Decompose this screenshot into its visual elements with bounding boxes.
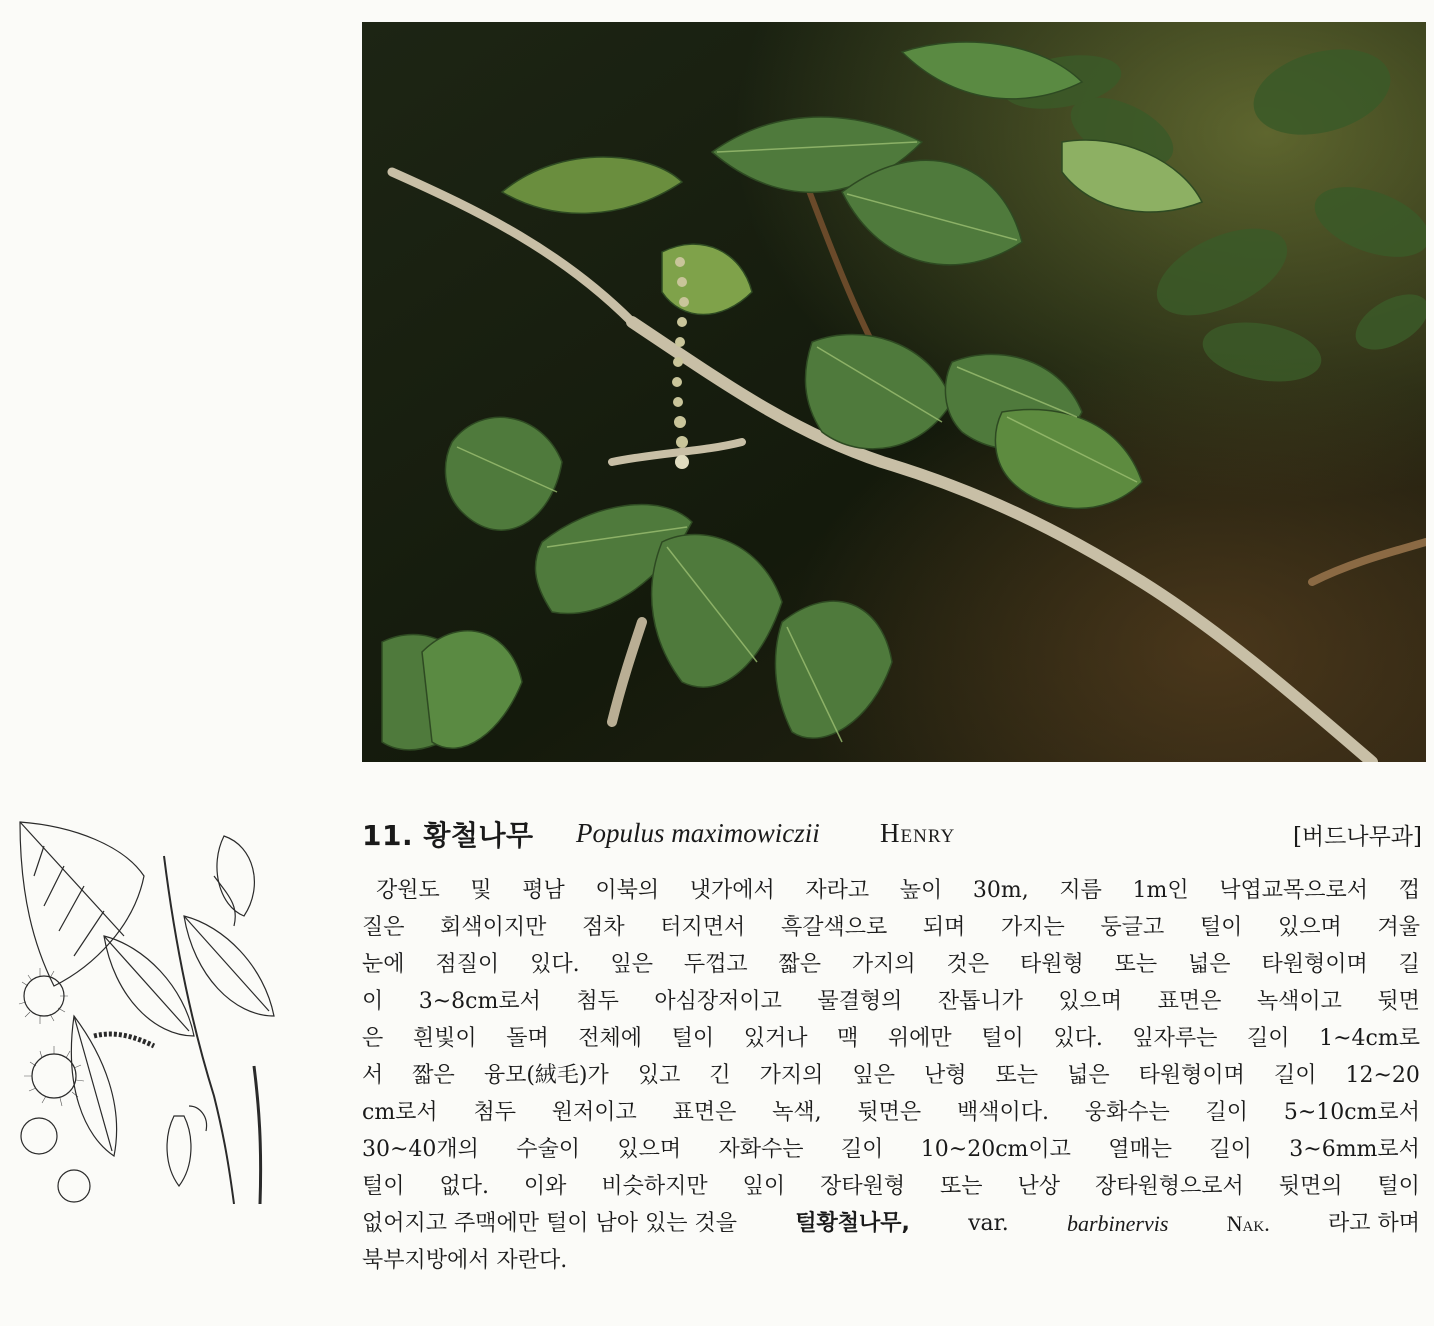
word: 평남 bbox=[522, 878, 565, 903]
word: 장타원형으로서 bbox=[1094, 1174, 1244, 1199]
word: 장타원형 bbox=[820, 1174, 906, 1199]
word: 잎이 bbox=[742, 1174, 786, 1199]
family-name: [버드나무과] bbox=[1292, 824, 1422, 850]
word: 가지의 bbox=[851, 952, 916, 977]
description-line-text bbox=[362, 1168, 1420, 1205]
word: 있다. bbox=[530, 952, 580, 977]
word: 자화수는 bbox=[718, 1137, 804, 1162]
word: 넓은 bbox=[1067, 1063, 1110, 1088]
word: 첨두 bbox=[473, 1100, 516, 1125]
word: 털이 bbox=[981, 1026, 1024, 1051]
word: 길이 bbox=[1273, 1063, 1317, 1088]
word: 낙엽교목으로서 bbox=[1219, 878, 1368, 903]
word: 원저이고 bbox=[551, 1100, 637, 1125]
word: 길 bbox=[1398, 952, 1420, 977]
description-line-text bbox=[362, 1020, 1420, 1057]
word: 길이 bbox=[1205, 1100, 1249, 1125]
word: 되며 bbox=[922, 915, 966, 940]
description-line bbox=[362, 1057, 1420, 1094]
scientific-name: Populus maximowiczii bbox=[576, 818, 820, 848]
word: 있으며 bbox=[1278, 915, 1342, 940]
word: 및 bbox=[470, 878, 492, 903]
word: 잎자루는 bbox=[1132, 1026, 1218, 1051]
word: 가지는 bbox=[1001, 915, 1065, 940]
word: 또는 bbox=[995, 1063, 1039, 1088]
word: 물결형의 bbox=[817, 989, 903, 1014]
word: 1m인 bbox=[1132, 878, 1189, 903]
word: 긴 bbox=[709, 1063, 731, 1088]
word: 것은 bbox=[946, 952, 990, 977]
word: 12~20 bbox=[1345, 1063, 1420, 1088]
word: 지름 bbox=[1059, 878, 1102, 903]
word: 흰빛이 bbox=[412, 1026, 477, 1051]
word: 길이 bbox=[1209, 1137, 1252, 1162]
word: 30m, bbox=[972, 878, 1029, 903]
variety-epithet: barbinervis bbox=[1066, 1211, 1169, 1236]
word: 은 bbox=[362, 1026, 384, 1051]
description-line-text bbox=[362, 1057, 1420, 1094]
description-line bbox=[362, 1094, 1420, 1131]
word: 자라고 bbox=[805, 878, 870, 903]
description-line bbox=[362, 1242, 1420, 1279]
word: 융모(絨毛)가 bbox=[483, 1063, 609, 1088]
word: 이 bbox=[362, 989, 384, 1014]
word: 터지면서 bbox=[660, 915, 746, 940]
description-line-text: 라고 하며 bbox=[1327, 1211, 1420, 1236]
description-line-text: 없어지고 주맥에만 털이 남아 있는 것을 bbox=[362, 1211, 737, 1236]
word: 있고 bbox=[637, 1063, 681, 1088]
description-line-text bbox=[362, 1131, 1420, 1168]
word: 냇가에서 bbox=[689, 878, 775, 903]
description-line-text bbox=[376, 872, 1420, 909]
word: 웅화수는 bbox=[1084, 1100, 1170, 1125]
plant-photo-image bbox=[362, 22, 1426, 762]
description-line bbox=[362, 946, 1420, 983]
botanical-illustration-drawing bbox=[14, 816, 300, 1204]
botanical-illustration bbox=[14, 816, 300, 1204]
word: 열매는 bbox=[1108, 1137, 1173, 1162]
word: 5~10cm로서 bbox=[1283, 1100, 1420, 1125]
word: 둥글고 bbox=[1100, 915, 1165, 940]
word: 없다. bbox=[439, 1174, 489, 1199]
word: 털이 bbox=[1377, 1174, 1420, 1199]
word: 난형 bbox=[924, 1063, 967, 1088]
species-description bbox=[362, 872, 1420, 1279]
word: 타원형이며 bbox=[1138, 1063, 1245, 1088]
word: 있다. bbox=[1053, 1026, 1103, 1051]
word: 잎은 bbox=[610, 952, 653, 977]
word: 짧은 bbox=[778, 952, 822, 977]
word: 백색이다. bbox=[956, 1100, 1049, 1125]
word: 난상 bbox=[1017, 1174, 1061, 1199]
word: 타원형 bbox=[1019, 952, 1084, 977]
word: 표면은 bbox=[672, 1100, 737, 1125]
word: 넓은 bbox=[1188, 952, 1231, 977]
word: 있으며 bbox=[617, 1137, 682, 1162]
description-line bbox=[362, 1131, 1420, 1168]
word: 뒷면은 bbox=[857, 1100, 922, 1125]
variety-korean-name: 털황철나무, bbox=[795, 1211, 910, 1236]
description-line bbox=[362, 983, 1420, 1020]
description-line-text bbox=[362, 983, 1420, 1020]
word: 아심장저이고 bbox=[654, 989, 782, 1014]
word: 뒷면 bbox=[1377, 989, 1420, 1014]
word: 수술이 bbox=[516, 1137, 581, 1162]
word: 비슷하지만 bbox=[601, 1174, 708, 1199]
word: 질은 bbox=[362, 915, 405, 940]
species-number-name: 11. 황철나무 bbox=[362, 819, 534, 852]
word: 두껍고 bbox=[683, 952, 748, 977]
word: 흑갈색으로 bbox=[780, 915, 888, 940]
word: 잎은 bbox=[852, 1063, 895, 1088]
word: 회색이지만 bbox=[440, 915, 547, 940]
word: 점질이 bbox=[435, 952, 500, 977]
word: 점차 bbox=[582, 915, 625, 940]
plant-photo bbox=[362, 22, 1426, 762]
word: 잔톱니가 bbox=[937, 989, 1023, 1014]
word: 녹색이고 bbox=[1256, 989, 1342, 1014]
description-line-variety bbox=[362, 1205, 1420, 1242]
word: 3~6mm로서 bbox=[1289, 1137, 1420, 1162]
description-line-text: 북부지방에서 자란다. bbox=[362, 1248, 568, 1273]
author-name: Henry bbox=[880, 818, 956, 848]
word: 겨울 bbox=[1377, 915, 1420, 940]
word: 눈에 bbox=[362, 952, 405, 977]
description-line-text bbox=[362, 1094, 1420, 1131]
word: 길이 bbox=[1247, 1026, 1290, 1051]
word: 껍 bbox=[1398, 878, 1420, 903]
word: 서 bbox=[362, 1063, 384, 1088]
word: cm로서 bbox=[362, 1100, 438, 1125]
description-line bbox=[362, 872, 1420, 909]
variety-rank: var. bbox=[968, 1211, 1009, 1236]
word: 맥 bbox=[837, 1026, 859, 1051]
word: 또는 bbox=[940, 1174, 983, 1199]
description-line bbox=[362, 1020, 1420, 1057]
word: 돌며 bbox=[506, 1026, 549, 1051]
description-line-text bbox=[362, 909, 1420, 946]
variety-author: Nak. bbox=[1226, 1211, 1270, 1236]
word: 첨두 bbox=[576, 989, 619, 1014]
word: 가지의 bbox=[759, 1063, 824, 1088]
word: 털이 bbox=[671, 1026, 715, 1051]
word: 높이 bbox=[899, 878, 943, 903]
word: 표면은 bbox=[1157, 989, 1222, 1014]
word: 3~8cm로서 bbox=[418, 989, 541, 1014]
word: 또는 bbox=[1114, 952, 1158, 977]
word: 이와 bbox=[523, 1174, 567, 1199]
word: 짧은 bbox=[412, 1063, 455, 1088]
word: 뒷면의 bbox=[1278, 1174, 1343, 1199]
word: 털이 bbox=[1199, 915, 1243, 940]
description-line-text bbox=[362, 946, 1420, 983]
description-line bbox=[362, 1168, 1420, 1205]
word: 있거나 bbox=[743, 1026, 808, 1051]
word: 녹색, bbox=[772, 1100, 822, 1125]
word: 위에만 bbox=[887, 1026, 952, 1051]
word: 털이 bbox=[362, 1174, 405, 1199]
word: 이북의 bbox=[595, 878, 660, 903]
word: 길이 bbox=[840, 1137, 884, 1162]
species-heading bbox=[362, 808, 1422, 858]
word: 1~4cm로 bbox=[1319, 1026, 1420, 1051]
word: 타원형이며 bbox=[1261, 952, 1368, 977]
word: 10~20cm이고 bbox=[920, 1137, 1071, 1162]
word: 있으며 bbox=[1058, 989, 1123, 1014]
word: 전체에 bbox=[578, 1026, 643, 1051]
word: 강원도 bbox=[376, 878, 440, 903]
word: 30~40개의 bbox=[362, 1137, 479, 1162]
description-line bbox=[362, 909, 1420, 946]
